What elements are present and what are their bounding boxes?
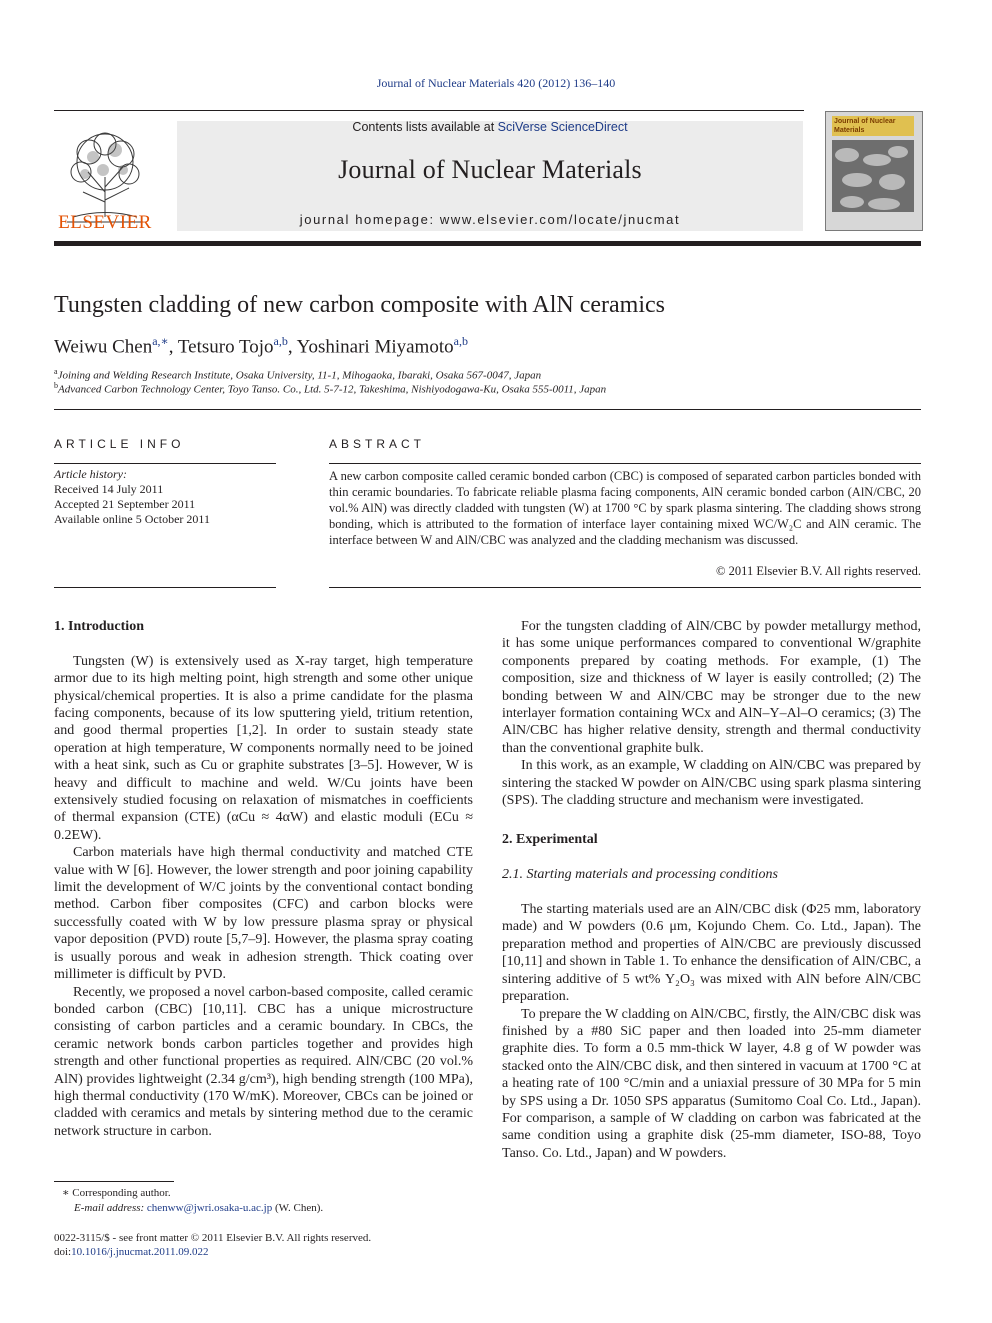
body-paragraph: Tungsten (W) is extensively used as X-ray target, high temperature armor due to its high melting point, high strength and some other unique physical/chemical properties. It is also a prime candidate for the plasma facing components, because of its low sputtering yield, tritium retention, and good thermal properties [1,2]. In order to sustain steady state operation at high temperature, W components normally need to be joined with a heat sink, such as Cu or graphite substrates [3–5]. However, W is heavy and difficult to machine and weld. W/Cu joints have been extensively studied focusing on relaxation of mismatches in coefficients of thermal expansion (CTE) (αCu ≈ 4αW) and elastic moduli (ECu ≈ 0.2EW).	[54, 653, 473, 843]
subsection-heading: 2.1. Starting materials and processing conditions	[502, 867, 778, 883]
experimental-heading: 2. Experimental	[502, 832, 598, 848]
email-link[interactable]: chenww@jwri.osaka-u.ac.jp	[146, 1202, 273, 1214]
corresponding-text: Corresponding author.	[72, 1187, 171, 1199]
journal-citation[interactable]: Journal of Nuclear Materials 420 (2012) 136–140	[376, 76, 616, 90]
body-paragraph: Recently, we proposed a novel carbon-based composite, called ceramic bonded carbon (CBC) [10,11]. CBC has a unique microstructure consisting of carbon particles and a ceramic boundary. In CBCs, the ceramic network bonds carbon particles together and provides high strength and other functional properties as required. AlN/CBC (20 vol.% AlN) provides lightweight (2.34 g/cm³), high bending strength (100 MPa), high thermal conductivity (170 W/mK). Moreover, CBCs can be joined or cladded with ceramics and metals by sintering method due to the ceramic network structure in carbon.	[54, 984, 473, 1139]
affiliation-text: Advanced Carbon Technology Center, Toyo Tanso. Co., Ltd. 5-7-12, Takeshima, Nishiyodogawa-Ku, Osaka 555-0011, Japan	[58, 383, 607, 396]
article-info-heading: ARTICLE INFO	[54, 437, 185, 451]
article-history	[54, 467, 276, 527]
introduction-heading: 1. Introduction	[54, 619, 144, 634]
publisher-wordmark: ELSEVIER	[58, 212, 152, 233]
author-affil-mark[interactable]: a,b	[453, 334, 468, 348]
corresponding-author-note	[62, 1186, 482, 1201]
footnote-mark: ∗	[62, 1187, 70, 1199]
info-rule-bottom	[54, 587, 276, 588]
author-affil-mark[interactable]: a,∗	[152, 334, 169, 348]
affiliation-a	[54, 367, 934, 382]
affiliation-text: Joining and Welding Research Institute, Osaka University, 11-1, Mihogaoka, Ibaraki, Osaka 567-0047, Japan	[57, 369, 542, 382]
body-paragraph: For the tungsten cladding of AlN/CBC by powder metallurgy method, it has some unique performances compared to conventional W/graphite components prepared by coating methods. For example, (1) The composition, size and thickness of W layer is easily controlled; (2) The bonding between W and AlN/CBC may be stronger due to the new interlayer formation containing WCx and AlN–Y–Al–O ceramics; (3) The AlN/CBC has higher relative density, strength and thermal conductivity than the conventional graphite bulk.	[502, 619, 921, 756]
affiliation-mark: a	[54, 367, 58, 376]
header-rule	[54, 110, 804, 111]
doi-label: doi:	[54, 1246, 72, 1258]
article-title: Tungsten cladding of new carbon composite with AlN ceramics	[54, 292, 665, 318]
author-affil-mark[interactable]: a,b	[273, 334, 288, 348]
cover-image-icon	[832, 140, 914, 212]
body-paragraph: The starting materials used are an AlN/CBC disk (Φ25 mm, laboratory made) and W powders (0.6 μm, Kojundo Chem. Co. Ltd., Japan). The preparation method and properties of AlN/CBC are previously discussed [10,11] and shown in Table 1. To enhance the densification of AlN/CBC, a sintering additive of 5 wt% Y₂O₃ was mixed with AlN before AlN/CBC preparation.	[502, 902, 921, 1005]
info-rule-top	[54, 463, 276, 464]
author-name: Yoshinari Miyamoto	[296, 336, 454, 358]
abstract-rule-top	[329, 463, 921, 464]
contents-line	[177, 120, 803, 134]
email-note	[74, 1201, 494, 1216]
issn-line: 0022-3115/$ - see front matter © 2011 Elsevier B.V. All rights reserved.	[54, 1232, 372, 1244]
body-paragraph: To prepare the W cladding on AlN/CBC, firstly, the AlN/CBC disk was finished by a #80 SiC paper and then loaded into 25-mm diameter graphite dies. To form a 0.5 mm-thick W layer, 4.8 g of W powder was stacked onto the AlN/CBC disk, and then sintered in vacuum at 1700 °C at a heating rate of 100 °C/min and a uniaxial pressure of 30 MPa for 5 min by SPS using a Dr. 1050 SPS apparatus (Sumitomo Coal Co. Ltd., Japan). For comparison, a sample of W cladding on carbon was fabricated at the same condition using a graphite disk (25-mm diameter, ISO-88, Toyo Tanso. Co. Ltd., Japan) and W powders.	[502, 1006, 921, 1161]
online-date: Available online 5 October 2011	[54, 512, 210, 526]
body-paragraph: Carbon materials have high thermal conductivity and matched CTE value with W [6]. However, the lower strength and poor joining capability limit the development of W/C joints by the conventional contact bonding method. Carbon fiber composites (CFC) and carbon blocks were successfully coated with W by low pressure plasma spray or physical vapor deposition (PVD) route [5,7–9]. However, the plasma spray coating is usually porous and weak in adhesion strength. Thick coating over millimeter is difficult by PVD.	[54, 845, 473, 983]
cover-title: Journal of Nuclear Materials	[832, 116, 914, 136]
accepted-date: Accepted 21 September 2011	[54, 497, 196, 511]
journal-title: Journal of Nuclear Materials	[338, 155, 642, 184]
affiliation-b	[54, 381, 934, 396]
body-left-column	[54, 618, 473, 1140]
sciencedirect-link[interactable]: SciVerse ScienceDirect	[497, 120, 628, 134]
body-right-column	[502, 618, 921, 1162]
masthead-rule	[54, 241, 921, 246]
body-paragraph: In this work, as an example, W cladding on AlN/CBC was prepared by sintering the stacked W powder on AlN/CBC using spark plasma sintering (SPS). The cladding structure and mechanism were investigated.	[502, 758, 921, 809]
abstract-text: A new carbon composite called ceramic bonded carbon (CBC) is composed of separated carbon particles bonded with thin ceramic boundaries. To fabricate reliable plasma facing components, AlN ceramic bonded carbon (AlN/CBC, 20 vol.% AlN) was directly cladded with tungsten (W) at 1700 °C by spark plasma sintering. The cladding shows strong bonding, which is attributed to the formation of interface layer containing mixed WC/W₂C and AlN ceramic. The interface between W and AlN/CBC was analyzed and the cladding mechanism was discussed.	[329, 469, 921, 547]
author-list: Weiwu Chen$^{a,∗}$, Tetsuro Tojo$^{a,b}$, Yoshinari Miyamoto$^{a,b}$	[54, 334, 468, 358]
email-label: E-mail address:	[74, 1202, 147, 1214]
doi-link[interactable]: 10.1016/j.jnucmat.2011.09.022	[71, 1246, 209, 1258]
contents-prefix: Contents lists available at	[352, 120, 498, 134]
journal-cover-thumbnail[interactable]	[825, 111, 923, 231]
email-suffix: (W. Chen).	[272, 1202, 324, 1214]
doi-line	[54, 1245, 474, 1260]
journal-homepage[interactable]: journal homepage: www.elsevier.com/locate/jnucmat	[299, 212, 681, 227]
history-label: Article history:	[54, 467, 127, 481]
abstract-copyright: © 2011 Elsevier B.V. All rights reserved.	[716, 564, 921, 578]
footnote-rule	[54, 1181, 174, 1182]
author-name: Tetsuro Tojo	[177, 336, 274, 358]
affiliation-mark: b	[54, 381, 58, 390]
abstract-heading: ABSTRACT	[329, 437, 426, 451]
received-date: Received 14 July 2011	[54, 482, 164, 496]
abstract-rule-bottom	[329, 587, 921, 588]
author-name: Weiwu Chen	[54, 336, 153, 358]
title-rule	[54, 409, 921, 410]
